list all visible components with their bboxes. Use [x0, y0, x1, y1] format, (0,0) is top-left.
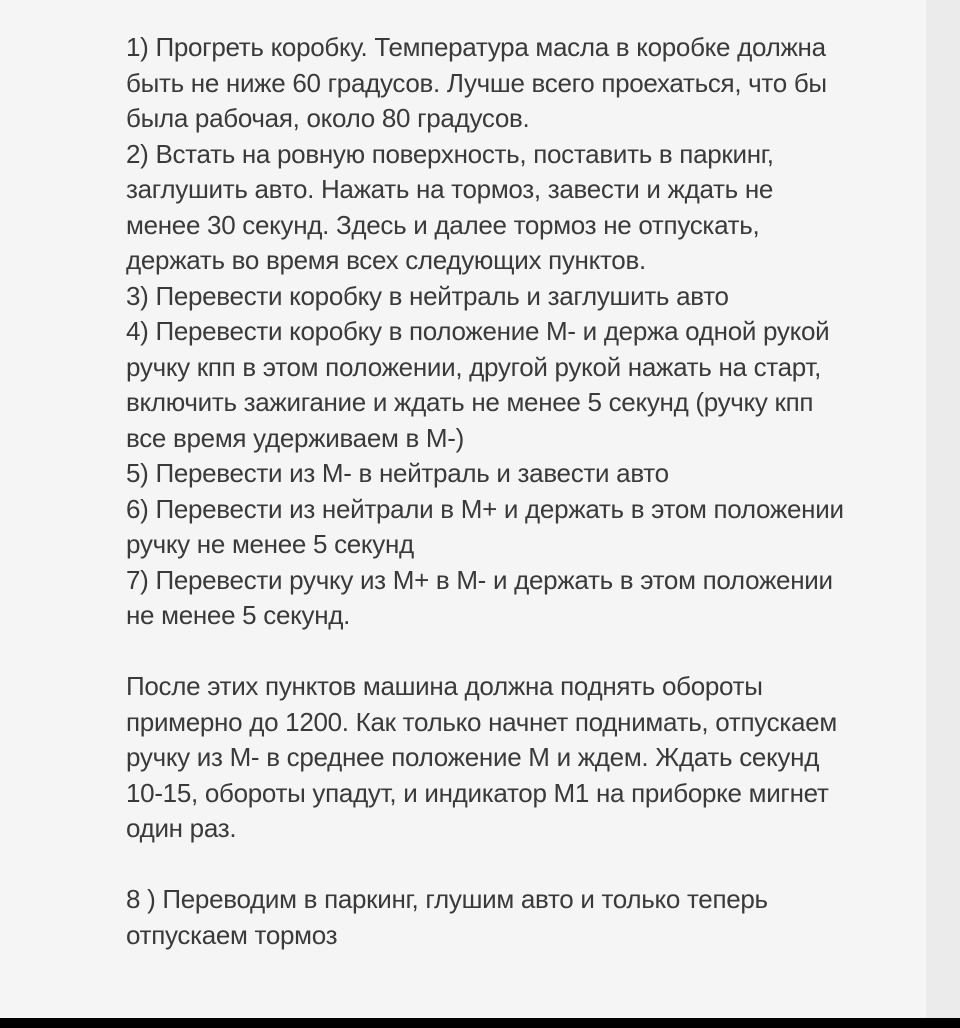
text-line: быть не ниже 60 градусов. Лучше всего проехаться, что бы: [126, 67, 827, 98]
text-line-step-6: 6) Перевести из нейтрали в М+ и держать в этом положении: [126, 493, 844, 524]
text-line-step-5: 5) Перевести из М- в нейтраль и завести авто: [126, 458, 669, 488]
text-line: заглушить авто. Нажать на тормоз, завести и ждать не: [126, 174, 774, 204]
text-line: не менее 5 секунд.: [126, 600, 351, 630]
text-line-step-1: 1) Прогреть коробку. Температура масла в коробке должна: [126, 32, 826, 62]
bottom-border: [0, 1018, 960, 1028]
text-line-step-8: 8 ) Переводим в паркинг, глушим авто и только теперь: [126, 884, 768, 914]
text-line: примерно до 1200. Как только начнет поднимать, отпускаем: [126, 706, 837, 737]
instruction-text: [126, 30, 916, 953]
text-line: включить зажигание и ждать не менее 5 секунд (ручку кпп: [126, 387, 814, 417]
text-line: один раз.: [126, 813, 237, 843]
text-line: менее 30 секунд. Здесь и далее тормоз не отпускать,: [126, 209, 760, 240]
text-line: ручку кпп в этом положении, другой рукой нажать на старт,: [126, 351, 822, 382]
scrollbar-track[interactable]: [926, 0, 960, 1018]
text-line: 10-15, обороты упадут, и индикатор М1 на приборке мигнет: [126, 777, 829, 808]
text-line: ручку не менее 5 секунд: [126, 529, 414, 559]
text-line-step-7: 7) Перевести ручку из М+ в М- и держать в этом положении: [126, 564, 833, 595]
text-line-step-3: 3) Перевести коробку в нейтраль и заглушить авто: [126, 280, 729, 311]
paragraph-spacer: [126, 847, 916, 883]
text-line: все время удерживаем в М-): [126, 422, 465, 453]
text-line: была рабочая, около 80 градусов.: [126, 103, 530, 133]
text-line-step-4: 4) Перевести коробку в положение М- и держа одной рукой: [126, 316, 830, 346]
text-line-step-2: 2) Встать на ровную поверхность, поставить в паркинг,: [126, 138, 774, 169]
text-line: отпускаем тормоз: [126, 919, 338, 950]
paragraph-spacer: [126, 634, 916, 670]
text-line-note: После этих пунктов машина должна поднять обороты: [126, 671, 763, 701]
text-line: ручку из М- в среднее положение М и ждем. Ждать секунд: [126, 742, 820, 772]
text-line: держать во время всех следующих пунктов.: [126, 245, 646, 275]
